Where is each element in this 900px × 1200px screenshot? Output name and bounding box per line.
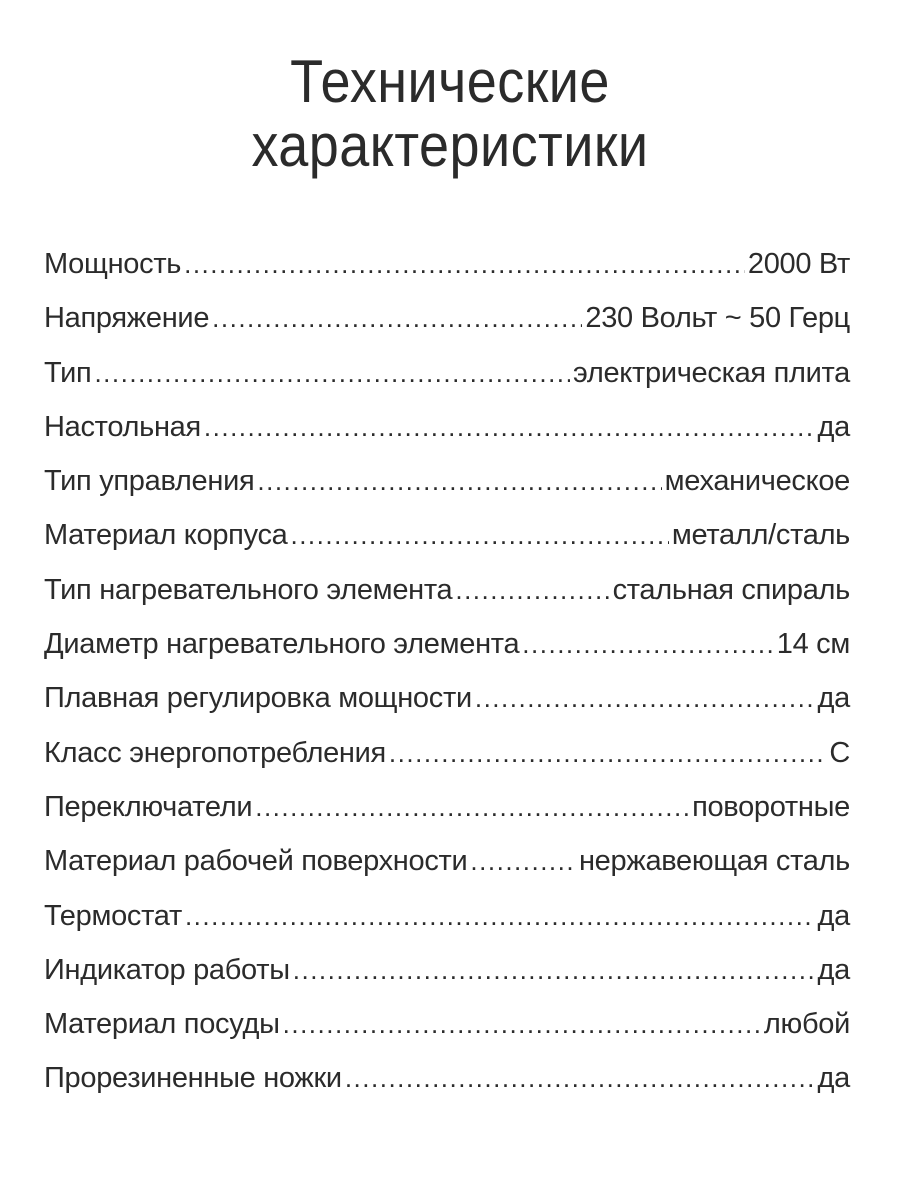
- spec-value: механическое: [664, 465, 850, 498]
- dot-leader: [184, 244, 745, 284]
- spec-value: да: [817, 682, 850, 715]
- page-title: [0, 48, 900, 179]
- dot-leader: [94, 353, 570, 393]
- spec-value: да: [817, 1062, 850, 1095]
- spec-label: Тип управления: [44, 465, 255, 498]
- dot-leader: [389, 733, 826, 773]
- spec-row: [44, 298, 850, 352]
- spec-row: [44, 244, 850, 298]
- spec-label: Напряжение: [44, 302, 210, 335]
- spec-label: Термостат: [44, 899, 182, 932]
- spec-label: Плавная регулировка мощности: [44, 682, 472, 715]
- spec-row: [44, 1058, 850, 1112]
- spec-row: [44, 515, 850, 569]
- dot-leader: [204, 407, 815, 447]
- spec-row: [44, 896, 850, 950]
- dot-leader: [255, 787, 689, 827]
- spec-value: 14 см: [776, 628, 850, 661]
- spec-label: Материал рабочей поверхности: [44, 845, 468, 878]
- spec-value: 230 Вольт ~ 50 Герц: [585, 302, 850, 335]
- spec-value: стальная спираль: [612, 573, 850, 606]
- spec-row: [44, 950, 850, 1004]
- spec-value: да: [817, 410, 850, 443]
- spec-label: Класс энергопотребления: [44, 736, 386, 769]
- spec-row: [44, 624, 850, 678]
- dot-leader: [345, 1058, 815, 1098]
- dot-leader: [470, 841, 576, 881]
- spec-label: Переключатели: [44, 790, 253, 823]
- dot-leader: [522, 624, 773, 664]
- spec-value: нержавеющая сталь: [578, 845, 850, 878]
- spec-row: [44, 733, 850, 787]
- spec-row: [44, 678, 850, 732]
- spec-value: любой: [763, 1008, 850, 1041]
- spec-row: [44, 461, 850, 515]
- dot-leader: [257, 461, 661, 501]
- spec-row: [44, 841, 850, 895]
- spec-label: Тип нагревательного элемента: [44, 573, 453, 606]
- spec-row: [44, 787, 850, 841]
- spec-label: Материал посуды: [44, 1008, 280, 1041]
- spec-value: да: [817, 899, 850, 932]
- spec-label: Диаметр нагревательного элемента: [44, 628, 520, 661]
- spec-value: 2000 Вт: [747, 248, 850, 280]
- spec-label: Мощность: [44, 248, 182, 280]
- dot-leader: [290, 515, 668, 555]
- spec-row: [44, 570, 850, 624]
- spec-value: электрическая плита: [573, 356, 850, 389]
- spec-value: металл/сталь: [671, 519, 850, 552]
- spec-list: [44, 244, 850, 1113]
- spec-label: Настольная: [44, 410, 201, 443]
- spec-value: C: [829, 736, 850, 769]
- spec-row: [44, 407, 850, 461]
- dot-leader: [283, 1004, 761, 1044]
- spec-label: Материал корпуса: [44, 519, 288, 552]
- spec-row: [44, 1004, 850, 1058]
- spec-row: [44, 353, 850, 407]
- dot-leader: [185, 896, 815, 936]
- dot-leader: [475, 678, 815, 718]
- spec-label: Тип: [44, 356, 92, 389]
- spec-value: поворотные: [692, 790, 850, 823]
- dot-leader: [212, 298, 582, 338]
- spec-label: Прорезиненные ножки: [44, 1062, 342, 1095]
- title-line-2: характеристики: [251, 112, 649, 179]
- spec-label: Индикатор работы: [44, 953, 290, 986]
- title-line-1: Технические: [290, 48, 610, 115]
- dot-leader: [293, 950, 815, 990]
- spec-value: да: [817, 953, 850, 986]
- dot-leader: [455, 570, 609, 610]
